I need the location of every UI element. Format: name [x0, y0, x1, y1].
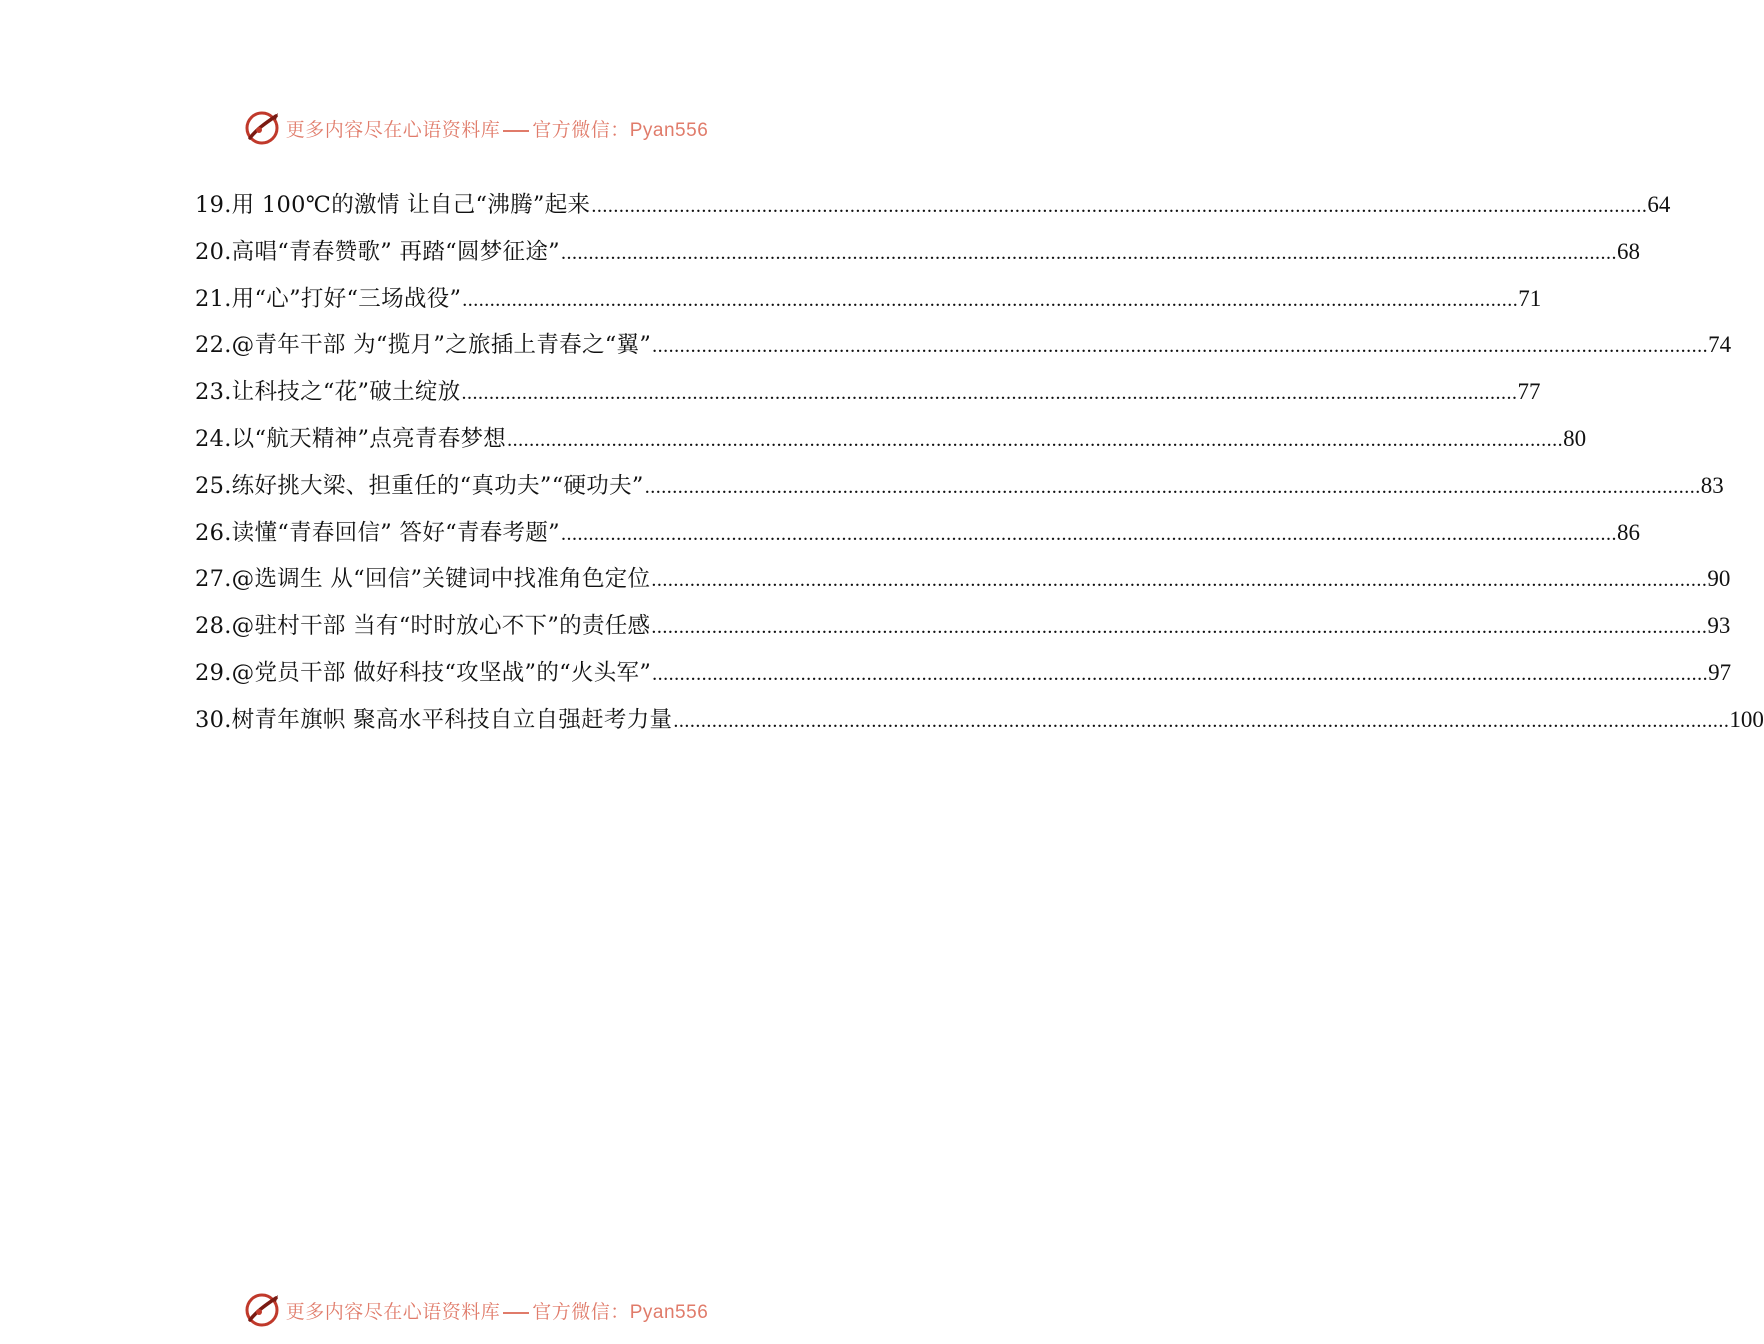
toc-entry-title: 25.练好挑大梁、担重任的“真功夫”“硬功夫”: [195, 472, 644, 499]
toc-entry[interactable]: [195, 603, 1731, 650]
toc-entry[interactable]: [195, 697, 1764, 744]
toc-entry[interactable]: [195, 322, 1732, 369]
banner-main-text: 更多内容尽在心语资料库: [285, 1300, 501, 1323]
pen-logo-icon: [242, 108, 282, 148]
banner-dash: [503, 130, 529, 132]
toc-entry-page: 74: [1708, 332, 1732, 358]
toc-dot-leader: [560, 230, 1617, 277]
toc-entry-title: 20.高唱“青春赞歌” 再踏“圆梦征途”: [195, 238, 560, 265]
toc-entry-title: 29.@党员干部 做好科技“攻坚战”的“火头军”: [195, 659, 652, 686]
toc-dot-leader: [651, 323, 1708, 370]
toc-entry-page: 90: [1707, 566, 1731, 592]
toc-entry-title: 24.以“航天精神”点亮青春梦想: [195, 425, 507, 452]
toc-dot-leader: [650, 604, 1707, 651]
banner-wechat-id: Pyan556: [629, 119, 709, 141]
toc-dot-leader: [506, 417, 1563, 464]
toc-entry-title: 19.用 100℃的激情 让自己“沸腾”起来: [195, 192, 591, 218]
toc-entry[interactable]: [195, 182, 1671, 229]
toc-entry-title: 23.让科技之“花”破土绽放: [195, 379, 461, 406]
toc-entry-page: 83: [1700, 472, 1724, 498]
toc-entry[interactable]: [195, 229, 1640, 276]
table-of-contents: [195, 182, 1764, 744]
toc-dot-leader: [461, 277, 1518, 324]
toc-entry-page: 77: [1517, 379, 1541, 405]
toc-entry-page: 86: [1616, 519, 1640, 545]
toc-entry-page: 100: [1729, 706, 1764, 732]
toc-dot-leader: [560, 511, 1617, 558]
toc-entry-page: 97: [1708, 659, 1732, 685]
toc-entry-title: 30.树青年旗帜 聚高水平科技自立自强赶考力量: [195, 706, 673, 733]
toc-entry-page: 80: [1563, 425, 1587, 451]
toc-entry-title: 28.@驻村干部 当有“时时放心不下”的责任感: [195, 613, 651, 640]
toc-dot-leader: [590, 183, 1647, 230]
toc-entry[interactable]: [195, 556, 1731, 603]
header-banner: [0, 106, 950, 150]
toc-dot-leader: [650, 557, 1707, 604]
toc-entry[interactable]: [195, 416, 1587, 463]
toc-entry-title: 22.@青年干部 为“揽月”之旅插上青春之“翼”: [195, 332, 652, 359]
toc-entry-title: 21.用“心”打好“三场战役”: [195, 285, 462, 312]
banner-wechat-id: Pyan556: [629, 1301, 709, 1323]
toc-entry[interactable]: [195, 369, 1541, 416]
toc-dot-leader: [644, 464, 1701, 511]
toc-entry[interactable]: [195, 463, 1724, 510]
toc-entry[interactable]: [195, 510, 1640, 557]
toc-dot-leader: [461, 370, 1518, 417]
pen-logo-icon: [242, 1290, 282, 1330]
toc-dot-leader: [651, 651, 1708, 698]
toc-entry-title: 27.@选调生 从“回信”关键词中找准角色定位: [195, 566, 651, 593]
toc-entry-page: 71: [1518, 285, 1542, 311]
banner-sub-text: 官方微信：: [532, 118, 630, 141]
footer-banner: [0, 1288, 950, 1332]
toc-entry[interactable]: [195, 650, 1732, 697]
toc-dot-leader: [672, 698, 1729, 745]
banner-sub-text: 官方微信：: [532, 1300, 630, 1323]
toc-entry-page: 93: [1707, 613, 1731, 639]
banner-dash: [503, 1312, 529, 1314]
toc-entry-title: 26.读懂“青春回信” 答好“青春考题”: [195, 519, 560, 546]
toc-entry-page: 64: [1647, 192, 1671, 217]
toc-entry-page: 68: [1616, 238, 1640, 264]
banner-main-text: 更多内容尽在心语资料库: [285, 118, 501, 141]
toc-entry[interactable]: [195, 276, 1542, 323]
